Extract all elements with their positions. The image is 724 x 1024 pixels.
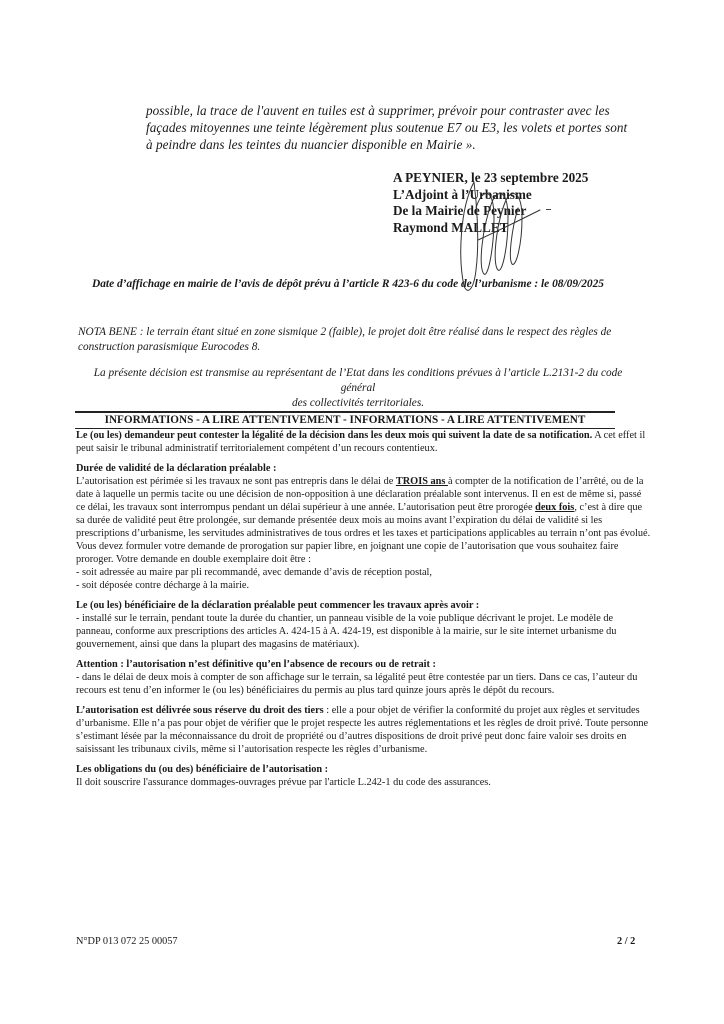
validite-line: prescriptions d’urbanisme, les servitudes administratives de tous ordres et les taxes et participations applicables au terrain n’ont pas évolué.	[76, 528, 651, 539]
file-reference: N°DP 013 072 25 00057	[76, 936, 178, 947]
attention-line: - dans le délai de deux mois à compter de son affichage sur le terrain, sa légalité peut être contestée par un tiers. Dans ce cas, l’auteur du	[76, 672, 638, 683]
validite-duration: TROIS ans	[395, 476, 448, 487]
travaux-line: - installé sur le terrain, pendant toute la durée du chantier, un panneau visible de la voie publique décrivant le projet. Le modèle de	[76, 613, 614, 624]
validite-line: - soit déposée contre décharge à la mairie.	[76, 580, 250, 591]
signatory-organisation: De la Mairie de Peynier	[393, 203, 527, 218]
recours-rest: A cet effet il	[592, 430, 646, 441]
travaux-title: Le (ou les) bénéficiaire de la déclaration préalable peut commencer les travaux après avoir :	[76, 600, 480, 611]
nota-line: construction parasismique Eurocodes 8.	[78, 341, 261, 353]
tiers-paragraph	[76, 704, 649, 756]
prescription-quote	[146, 102, 628, 153]
quote-line: possible, la trace de l'auvent en tuiles est à supprimer, prévoir pour contraster avec les	[146, 103, 610, 118]
attention-paragraph	[76, 658, 638, 697]
obligations-title: Les obligations du (ou des) bénéficiaire de l’autorisation :	[76, 764, 329, 775]
quote-line: à peindre dans les teintes du nuancier disponible en Mairie ».	[146, 137, 476, 152]
travaux-line: panneau, conforme aux prescriptions des articles A. 424-15 à A. 424-19, est disponible à la mairie, sur le site internet urbanisme du	[76, 626, 617, 637]
display-date-notice: Date d’affichage en mairie de l’avis de dépôt prévu à l’article R 423-6 du code de l’urbanisme : le 08/09/2025	[92, 278, 604, 290]
tiers-line: saisissant les tribunaux civils, même si l’autorisation respecte les règles d’urbanisme.	[76, 744, 428, 755]
attention-title: Attention : l’autorisation n’est définitive qu’en l’absence de recours ou de retrait :	[76, 659, 436, 670]
transmission-notice	[78, 366, 638, 411]
validite-text: L’autorisation est périmée si les travaux ne sont pas entrepris dans le délai de	[76, 476, 396, 487]
attention-line: recours est tenu d’en informer le (ou les) bénéficiaires du permis au plus tard quinze jours après le dépôt du recours.	[76, 685, 555, 696]
signatory-role: L’Adjoint à l’Urbanisme	[393, 186, 532, 202]
validite-line: Vous devez formuler votre demande de prorogation sur papier libre, en joignant une copie de l’autorisation que vous souhaitez faire	[76, 541, 619, 552]
transmission-line: des collectivités territoriales.	[291, 397, 425, 409]
pen-mark	[546, 209, 551, 210]
quote-line: façades mitoyennes une teinte légèrement plus soutenue E7 ou E3, les volets et portes sont	[146, 120, 628, 135]
tiers-line: s’estimant lésée par la méconnaissance du droit de propriété ou d’autres dispositions de droit privé peut donc faire valoir ses droits en	[76, 731, 627, 742]
obligations-paragraph	[76, 763, 624, 789]
obligations-line: Il doit souscrire l'assurance dommages-ouvrages prévue par l'article L.242-1 du code des assurances.	[76, 777, 491, 788]
validite-line: - soit adressée au maire par pli recommandé, avec demande d’avis de réception postal,	[76, 567, 432, 578]
place-date: A PEYNIER, le 23 septembre 2025	[393, 170, 589, 185]
travaux-paragraph	[76, 599, 624, 651]
travaux-line: gouvernement, ainsi que dans la plupart des magasins de matériaux).	[76, 639, 360, 650]
validite-line: sa durée de validité peut être prolongée, sur demande présentée deux mois au moins avant l’expiration du délai de validité si les	[76, 515, 603, 526]
recours-bold: Le (ou les) demandeur peut contester la légalité de la décision dans les deux mois qui suivent la date de sa notification.	[76, 430, 593, 441]
validite-paragraph	[76, 462, 651, 592]
informations-section	[76, 429, 651, 789]
informations-header: INFORMATIONS - A LIRE ATTENTIVEMENT - INFORMATIONS - A LIRE ATTENTIVEMENT	[104, 414, 586, 426]
validite-line: proroger. Votre demande en double exemplaire doit être :	[76, 554, 311, 565]
tiers-bold: L’autorisation est délivrée sous réserve du droit des tiers	[76, 705, 324, 716]
nota-line: NOTA BENE : le terrain étant situé en zone sismique 2 (faible), le projet doit être réalisé dans le respect des règles de	[78, 326, 612, 338]
signatory-name: Raymond MALLET	[393, 219, 509, 235]
validite-text: ce délai, les travaux sont interrompus pendant un délai supérieur à une année. L’autorisation peut être prorogée	[76, 502, 536, 513]
validite-text: à compter de la notification de l’arrêté, ou de la	[447, 476, 644, 487]
page-number: 2 / 2	[617, 936, 636, 947]
recours-line: peut saisir le tribunal administratif territorialement compétent d’un recours contentieux.	[76, 443, 438, 454]
validite-renewals: deux fois	[535, 502, 575, 513]
tiers-line: d’urbanisme. Elle n’a pas pour objet de vérifier que le projet respecte les autres réglementations et les règles de droit privé. Toute personne	[76, 718, 649, 729]
nota-bene	[78, 325, 620, 355]
recours-paragraph	[76, 429, 646, 455]
validite-line: date à laquelle un permis tacite ou une décision de non-opposition à une déclaration préalable sont intervenus. Il en est de même si, passé	[76, 489, 642, 500]
tiers-rest: : elle a pour objet de vérifier la conformité du projet aux règles et servitudes	[323, 705, 640, 716]
validite-title: Durée de validité de la déclaration préalable :	[76, 463, 277, 474]
transmission-line: La présente décision est transmise au représentant de l’Etat dans les conditions prévues à l’article L.2131-2 du code général	[93, 367, 623, 394]
validite-text: , c’est à dire que	[574, 502, 643, 513]
